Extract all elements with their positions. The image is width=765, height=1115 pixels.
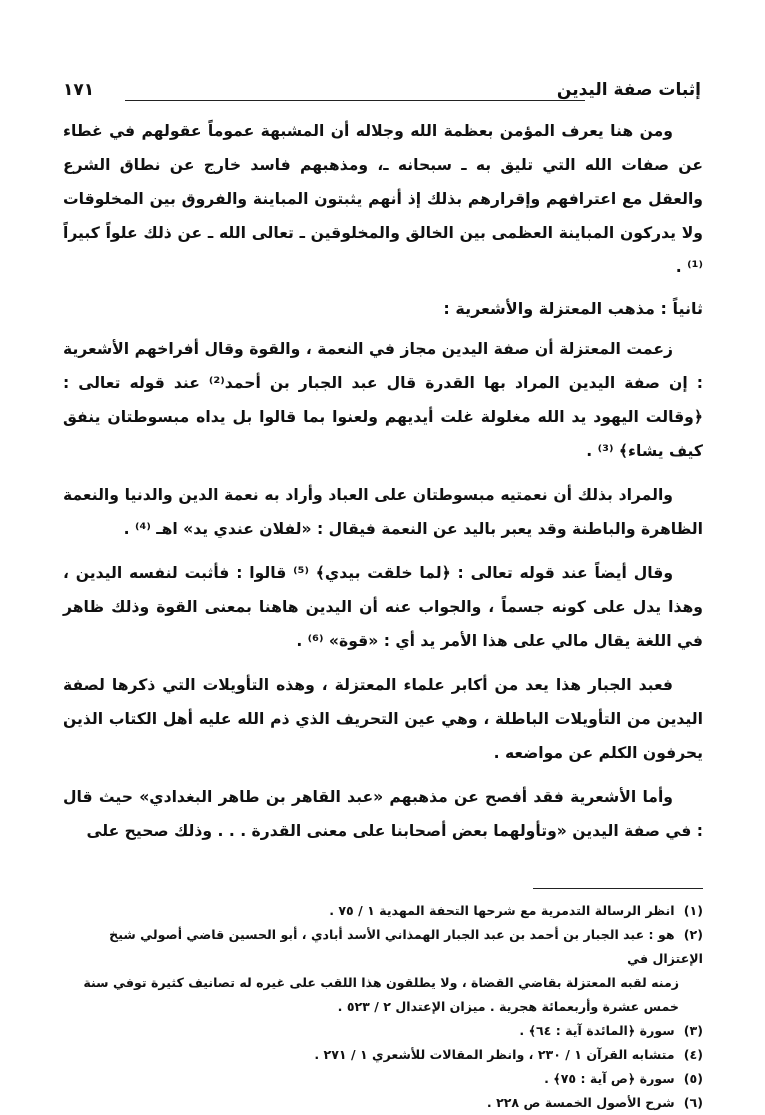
footnote-separator — [533, 888, 703, 889]
section-heading: ثانياً : مذهب المعتزلة والأشعرية : — [443, 299, 703, 318]
footnote-1 — [63, 899, 703, 923]
footnote-text: متشابه القرآن ١ / ٢٣٠ ، وانظر المقالات للأشعري ١ / ٢٧١ . — [314, 1047, 675, 1062]
footnote-2-continuation: زمنه لقبه المعتزلة بقاضي القضاة ، ولا يطلقون هذا اللقب على غيره له تصانيف كثيرة توفي سنة خمس عشرة وأربعمائة هجرية . ميزان الإعتدال ٢ / ٥٢٣ . — [83, 975, 679, 1014]
paragraph-5: فعبد الجبار هذا يعد من أكابر علماء المعتزلة ، وهذه التأويلات التي ذكرها لصفة اليدين من التأويلات الباطلة ، وهي عين التحريف الذي ذم الله عليه أهل الكتاب الذين يحرفون الكلم عن مواضعه . — [63, 676, 703, 762]
paragraph-3: والمراد بذلك أن نعمتيه مبسوطتان على العباد وأراد به نعمة الدين والدنيا والنعمة الظاهرة والباطنة وقد يعبر باليد عن النعمة فيقال : «لفلان عندي يد» اهـ ⁽⁴⁾ . — [63, 486, 703, 538]
running-title: إثبات صفة اليدين — [556, 80, 701, 100]
footnote-number: (٢) — [683, 927, 703, 942]
footnote-text: سورة ﴿ص آية : ٧٥﴾ . — [544, 1071, 675, 1086]
footnote-number: (٤) — [683, 1047, 703, 1062]
paragraph-2: زعمت المعتزلة أن صفة اليدين مجاز في النعمة ، والقوة وقال أفراخهم الأشعرية : إن صفة اليدين المراد بها القدرة قال عبد الجبار بن أحمد⁽²⁾ عند قوله تعالى : ﴿وقالت اليهود يد الله مغلولة غلت أيديهم ولعنوا بما قالوا بل يداه مبسوطتان ينفق كيف يشاء﴾ ⁽³⁾ . — [63, 340, 703, 460]
footnote-text: هو : عبد الجبار بن أحمد بن عبد الجبار الهمذاني الأسد أبادي ، أبو الحسين قاضي أصولي شيخ الإعتزال في — [109, 927, 703, 966]
footnotes — [63, 899, 703, 1115]
body-text — [63, 114, 703, 848]
footnote-text: انظر الرسالة التدمرية مع شرحها التحفة المهدية ١ / ٧٥ . — [329, 903, 675, 918]
paragraph-6: وأما الأشعرية فقد أفصح عن مذهبهم «عبد القاهر بن طاهر البغدادي» حيث قال : في صفة اليدين «وتأولهما بعض أصحابنا على معنى القدرة . . . وذلك صحيح على — [63, 788, 703, 840]
header-rule — [125, 100, 585, 101]
footnote-6 — [63, 1091, 703, 1115]
footnote-5 — [63, 1067, 703, 1091]
footnote-number: (٦) — [683, 1095, 703, 1110]
footnote-number: (١) — [683, 903, 703, 918]
footnote-number: (٣) — [683, 1023, 703, 1038]
paragraph-4: وقال أيضاً عند قوله تعالى : ﴿لما خلقت بيدي﴾ ⁽⁵⁾ قالوا : فأثبت لنفسه اليدين ، وهذا يدل على كونه جسماً ، والجواب عنه أن اليدين هاهنا بمعنى القوة وذلك ظاهر في اللغة يقال مالي على هذا الأمر يد أي : «قوة» ⁽⁶⁾ . — [63, 564, 703, 650]
page-number: ١٧١ — [63, 80, 95, 100]
footnote-3 — [63, 1019, 703, 1043]
footnote-text: شرح الأصول الخمسة ص ٢٢٨ . — [486, 1095, 675, 1110]
footnote-4 — [63, 1043, 703, 1067]
footnote-text: سورة ﴿المائدة آية : ٦٤﴾ . — [519, 1023, 675, 1038]
page-header — [63, 78, 703, 108]
footnote-number: (٥) — [683, 1071, 703, 1086]
footnote-2 — [63, 923, 703, 971]
book-page — [63, 78, 703, 1110]
paragraph-1: ومن هنا يعرف المؤمن بعظمة الله وجلاله أن المشبهة عموماً عقولهم في غطاء عن صفات الله التي تليق به ـ سبحانه ـ، ومذهبهم فاسد خارج عن نطاق الشرع والعقل مع اعترافهم وإقرارهم بذلك إذ أنهم يثبتون المباينة والفروق بين المخلوقات ولا يدركون المباينة العظمى بين الخالق والمخلوقين ـ تعالى الله ـ عن ذلك علواً كبيراً ⁽¹⁾ . — [63, 122, 703, 276]
